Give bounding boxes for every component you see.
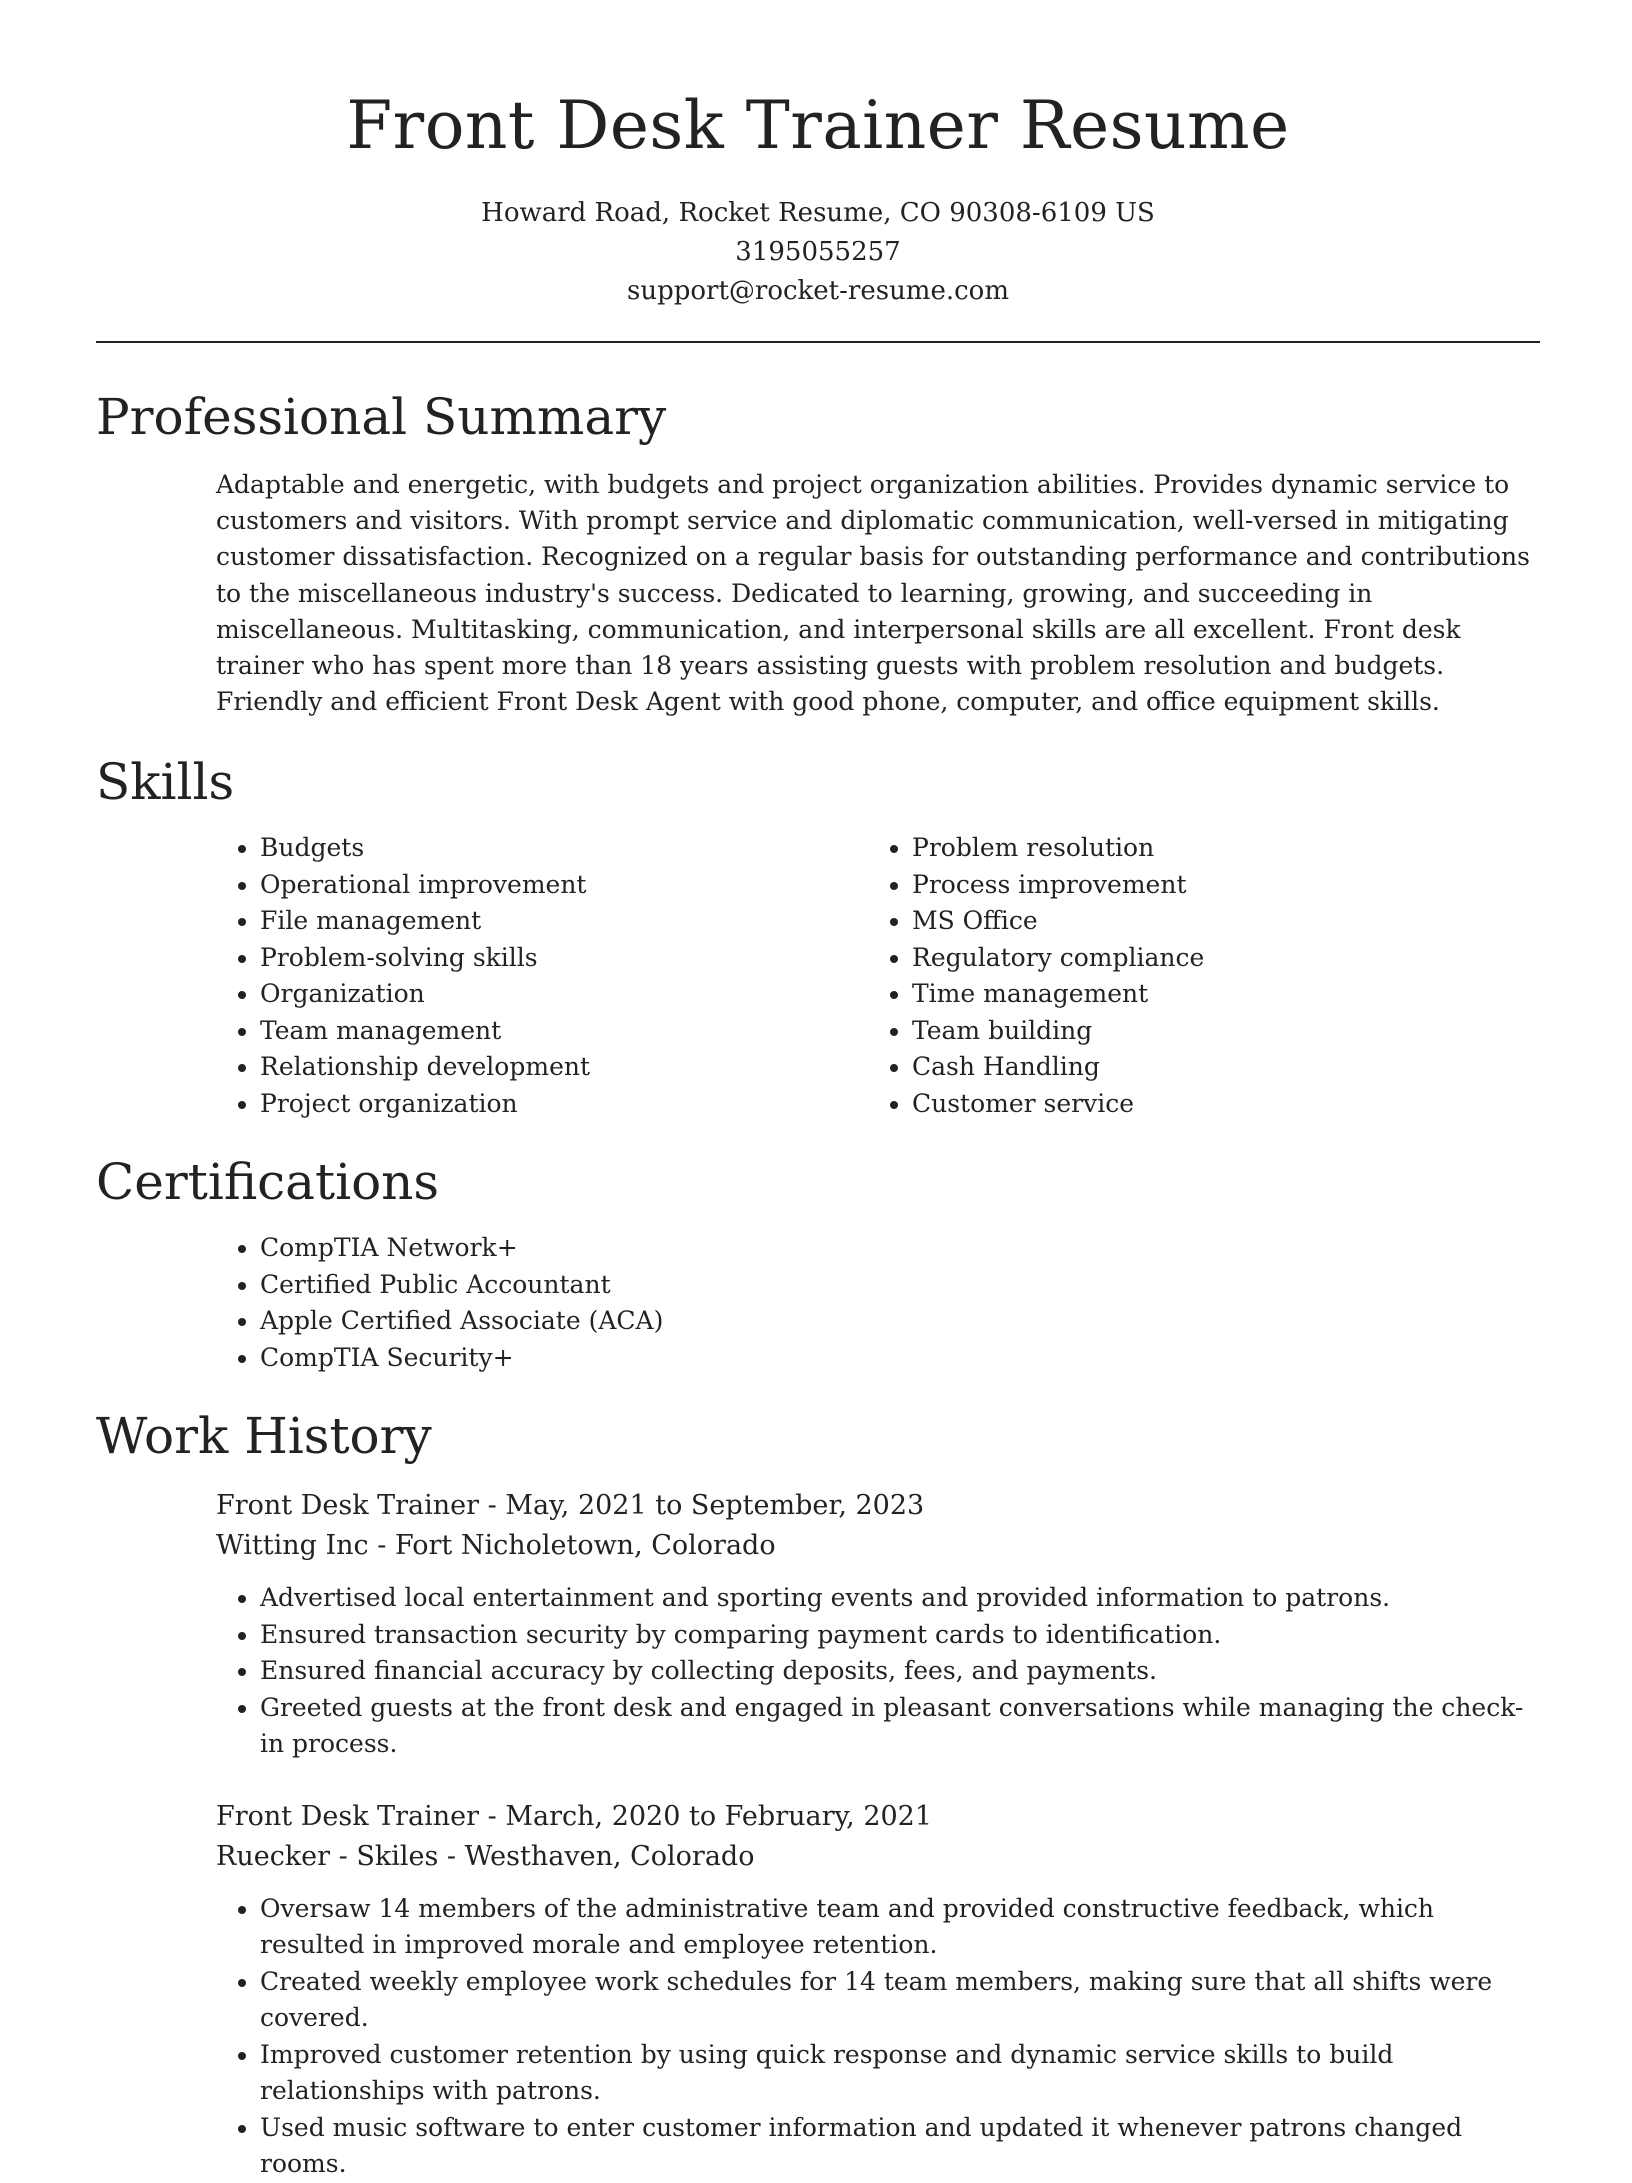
- job-bullet: • Ensured financial accuracy by collecting deposits, fees, and payments.: [260, 1653, 1540, 1690]
- skill-item: • Customer service: [912, 1086, 1520, 1123]
- skill-item: • MS Office: [912, 903, 1520, 940]
- work-history-section: [96, 1406, 1540, 2183]
- job-entry: [216, 1797, 1540, 2183]
- certification-item: • CompTIA Security+: [260, 1340, 1540, 1377]
- job-company: Witting Inc: [216, 1530, 369, 1562]
- skill-item: • Organization: [260, 976, 868, 1013]
- certification-item: • CompTIA Network+: [260, 1230, 1540, 1267]
- skill-item: • Regulatory compliance: [912, 940, 1520, 977]
- skills-right-list: [868, 830, 1520, 1122]
- job-bullet: • Advertised local entertainment and sporting events and provided information to patrons.: [260, 1580, 1540, 1617]
- job-company-line: [216, 1526, 1540, 1566]
- contact-email: support@rocket-resume.com: [626, 276, 1009, 306]
- job-bullet: • Improved customer retention by using quick response and dynamic service skills to build relationships with patrons.: [260, 2037, 1540, 2110]
- job-role: Front Desk Trainer: [216, 1490, 480, 1522]
- skill-item: • File management: [260, 903, 868, 940]
- skill-item: • Problem-solving skills: [260, 940, 868, 977]
- skills-left-list: [216, 830, 868, 1122]
- skill-item: • Project organization: [260, 1086, 868, 1123]
- job-company: Ruecker - Skiles: [216, 1840, 439, 1872]
- contact-info: [96, 194, 1540, 311]
- contact-phone: 3195055257: [735, 237, 901, 267]
- work-history-heading: Work History: [96, 1407, 432, 1466]
- skill-item: • Team building: [912, 1013, 1520, 1050]
- job-dates: - May, 2021 to September, 2023: [479, 1490, 925, 1522]
- skill-item: • Operational improvement: [260, 867, 868, 904]
- job-role: Front Desk Trainer: [216, 1800, 480, 1832]
- skills-heading: Skills: [96, 753, 235, 812]
- skills-section: [96, 752, 1540, 1122]
- contact-address: Howard Road, Rocket Resume, CO 90308-6109 US: [481, 198, 1155, 228]
- job-bullet: • Oversaw 14 members of the administrative team and provided constructive feedback, which resulted in improved morale and employee retention.: [260, 1891, 1540, 1964]
- skill-item: • Relationship development: [260, 1049, 868, 1086]
- skill-item: • Time management: [912, 976, 1520, 1013]
- summary-text: Adaptable and energetic, with budgets and project organization abilities. Provides dynamic service to customers and visitors. With prompt service and diplomatic communication, well-versed in mitigating customer dissatisfaction. Recognized on a regular basis for outstanding performance and contributions to the miscellaneous industry's success. Dedicated to learning, growing, and succeeding in miscellaneous. Multitasking, communication, and interpersonal skills are all excellent. Front desk trainer who has spent more than 18 years assisting guests with problem resolution and budgets. Friendly and efficient Front Desk Agent with good phone, computer, and office equipment skills.: [216, 470, 1530, 717]
- job-title-line: [216, 1797, 1540, 1837]
- job-bullets: [216, 1580, 1540, 1763]
- job-location: - Westhaven, Colorado: [438, 1840, 755, 1872]
- certification-item: • Apple Certified Associate (ACA): [260, 1303, 1540, 1340]
- job-bullets: [216, 1891, 1540, 2183]
- certifications-heading: Certifications: [96, 1153, 440, 1212]
- job-bullet: • Created weekly employee work schedules for 14 team members, making sure that all shifts were covered.: [260, 1964, 1540, 2037]
- skills-columns: [216, 830, 1540, 1122]
- skill-item: • Process improvement: [912, 867, 1520, 904]
- job-dates: - March, 2020 to February, 2021: [479, 1800, 933, 1832]
- job-bullet: • Ensured transaction security by comparing payment cards to identification.: [260, 1617, 1540, 1654]
- skill-item: • Cash Handling: [912, 1049, 1520, 1086]
- job-entry: [216, 1486, 1540, 1763]
- certifications-list: [216, 1230, 1540, 1376]
- job-bullet: • Used music software to enter customer information and updated it whenever patrons changed rooms.: [260, 2110, 1540, 2183]
- certification-item: • Certified Public Accountant: [260, 1267, 1540, 1304]
- summary-heading: Professional Summary: [96, 388, 667, 446]
- job-title-line: [216, 1486, 1540, 1526]
- job-bullet: • Greeted guests at the front desk and engaged in pleasant conversations while managing the check-in process.: [260, 1690, 1540, 1763]
- header-divider: [96, 341, 1540, 343]
- skill-item: • Budgets: [260, 830, 868, 867]
- job-company-line: [216, 1837, 1540, 1877]
- job-location: - Fort Nicholetown, Colorado: [368, 1530, 776, 1562]
- resume-page: [96, 0, 1540, 2183]
- certifications-section: [96, 1152, 1540, 1376]
- page-title: Front Desk Trainer Resume: [346, 87, 1290, 164]
- skill-item: • Problem resolution: [912, 830, 1520, 867]
- skill-item: • Team management: [260, 1013, 868, 1050]
- resume-header: [96, 0, 1540, 311]
- summary-section: [96, 387, 1540, 720]
